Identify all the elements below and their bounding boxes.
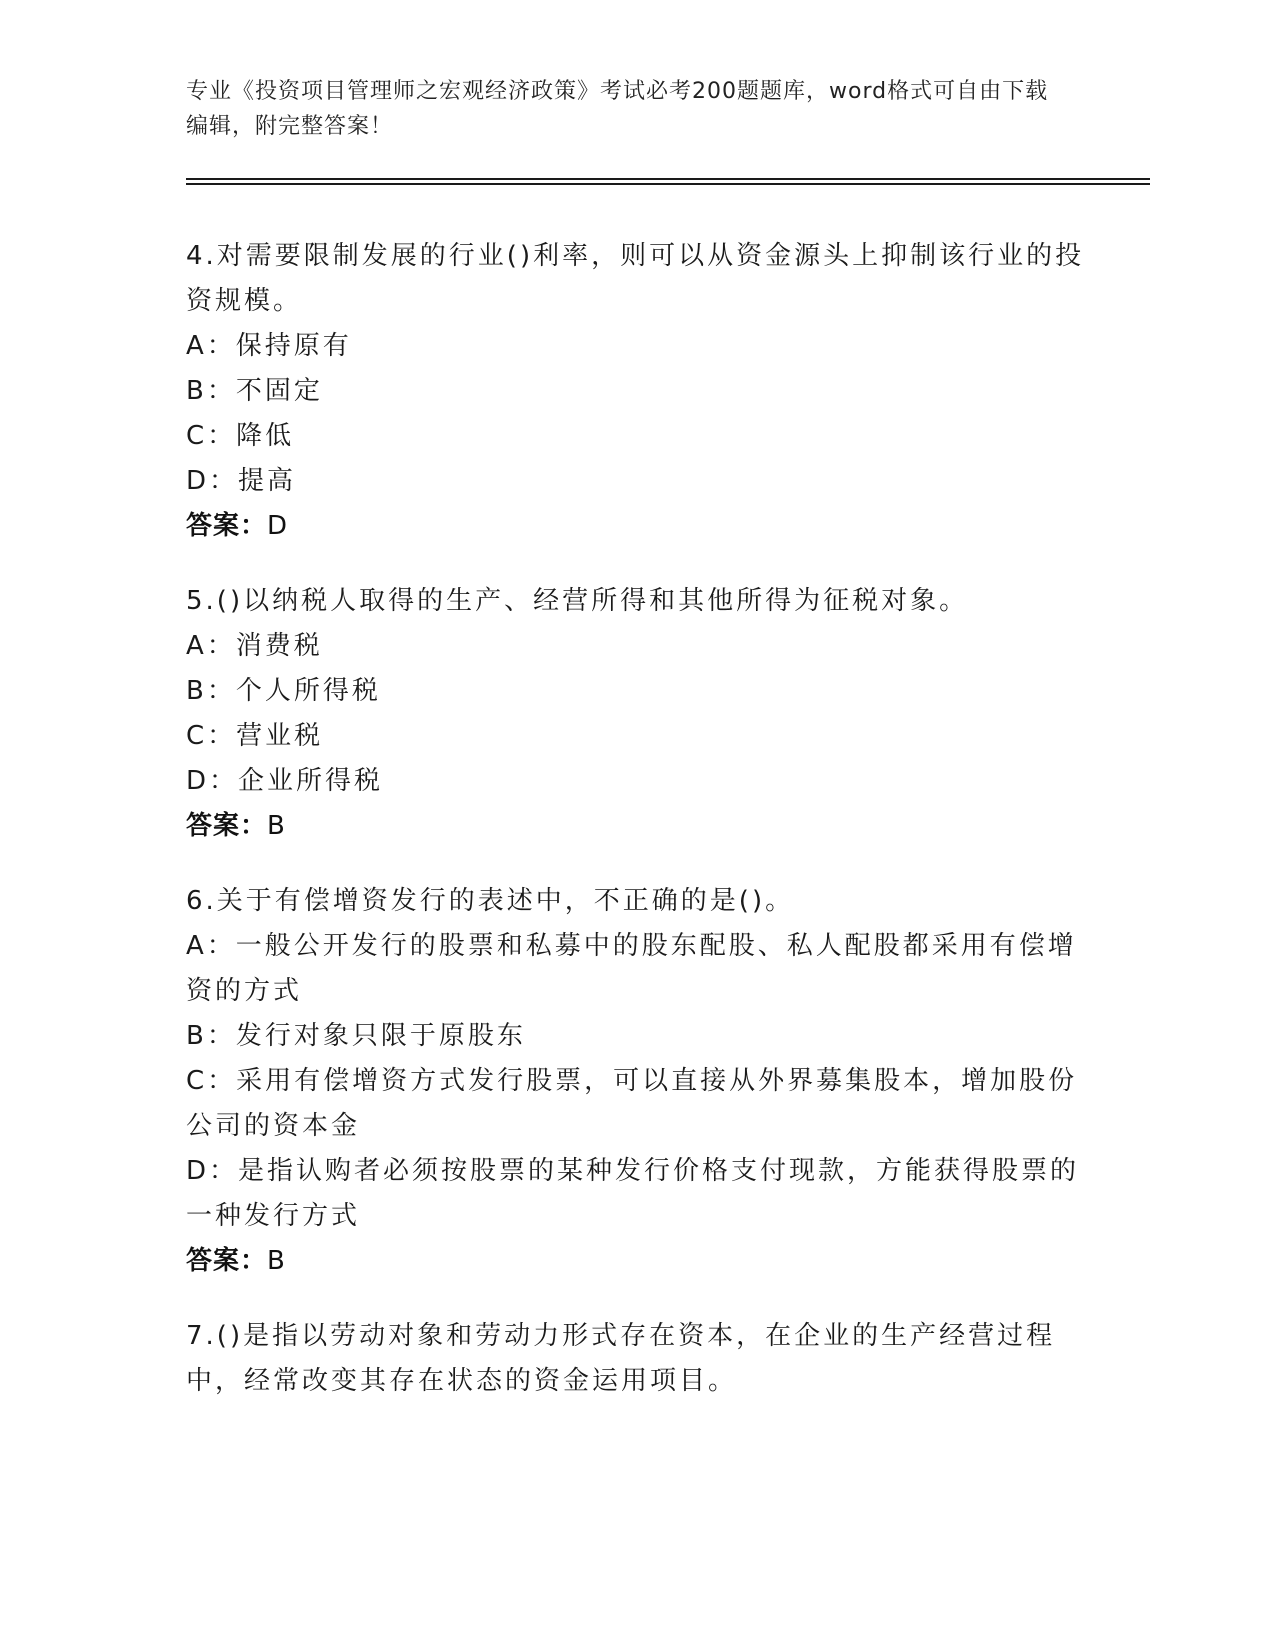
option-d: D：企业所得税 <box>186 766 384 796</box>
option-a: A：消费税 <box>186 631 323 661</box>
option-b: B：个人所得税 <box>186 676 381 706</box>
header-divider-top <box>186 178 1150 180</box>
question-stem: 5.()以纳税人取得的生产、经营所得和其他所得为征税对象。 <box>186 586 969 616</box>
option-b: B：发行对象只限于原股东 <box>186 1021 526 1051</box>
question-6 <box>186 879 1086 1284</box>
option-d: D：提高 <box>186 466 297 496</box>
answer-label: 答案： <box>186 1246 268 1276</box>
question-list <box>186 234 1086 1434</box>
answer-value: B <box>267 811 286 841</box>
option-d: D：是指认购者必须按股票的某种发行价格支付现款，方能获得股票的一种发行方式 <box>186 1156 1080 1231</box>
header-divider-bottom <box>186 183 1150 185</box>
question-7 <box>186 1314 1086 1404</box>
option-c: C：营业税 <box>186 721 324 751</box>
option-a: A：一般公开发行的股票和私募中的股东配股、私人配股都采用有偿增资的方式 <box>186 931 1077 1006</box>
question-stem: 4.对需要限制发展的行业()利率，则可以从资金源头上抑制该行业的投资规模。 <box>186 241 1085 316</box>
answer-line <box>186 504 1086 549</box>
option-b: B：不固定 <box>186 376 323 406</box>
answer-line <box>186 1239 1086 1284</box>
answer-label: 答案： <box>186 511 268 541</box>
document-header: 专业《投资项目管理师之宏观经济政策》考试必考200题题库，word格式可自由下载编辑，附完整答案！ <box>186 79 1049 139</box>
answer-value: B <box>267 1246 286 1276</box>
question-4 <box>186 234 1086 549</box>
option-c: C：降低 <box>186 421 295 451</box>
answer-value: D <box>267 511 289 541</box>
answer-line <box>186 804 1086 849</box>
option-c: C：采用有偿增资方式发行股票，可以直接从外界募集股本，增加股份公司的资本金 <box>186 1066 1078 1141</box>
question-5 <box>186 579 1086 849</box>
question-stem: 7.()是指以劳动对象和劳动力形式存在资本，在企业的生产经营过程中，经常改变其存在状态的资金运用项目。 <box>186 1321 1056 1396</box>
option-a: A：保持原有 <box>186 331 352 361</box>
answer-label: 答案： <box>186 811 268 841</box>
question-stem: 6.关于有偿增资发行的表述中，不正确的是()。 <box>186 886 795 916</box>
